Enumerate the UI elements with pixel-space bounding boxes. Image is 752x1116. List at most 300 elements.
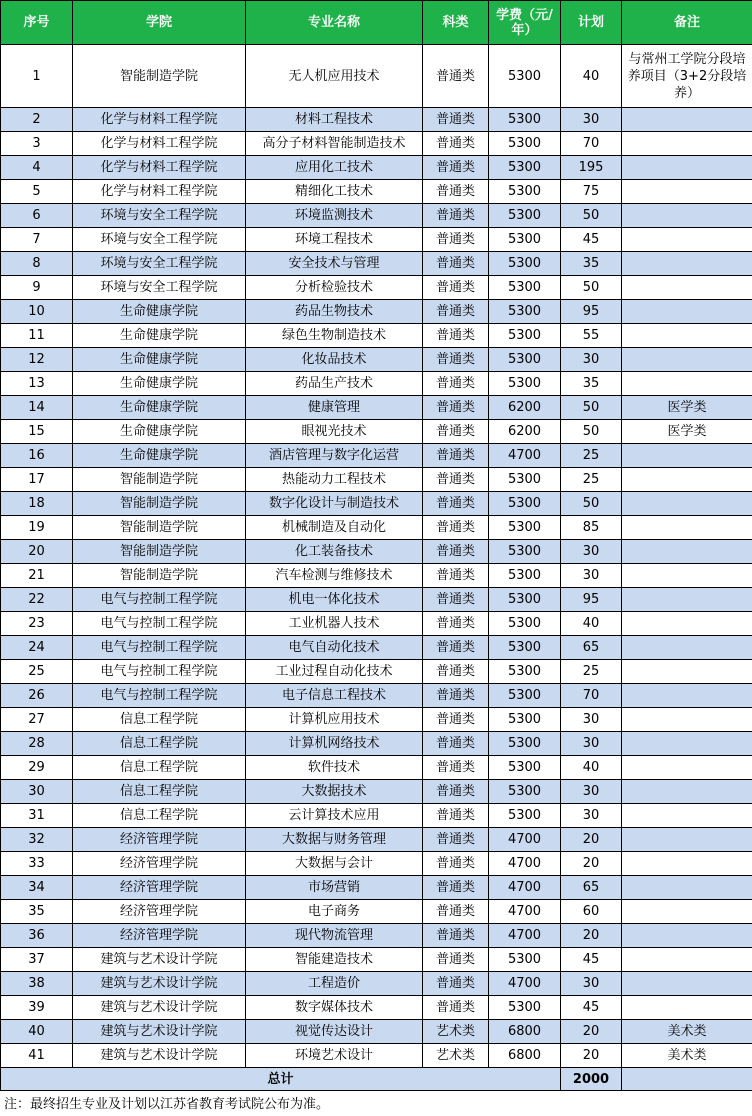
cell-category: 普通类 <box>423 924 489 948</box>
cell-plan: 30 <box>561 540 622 564</box>
cell-major: 机械制造及自动化 <box>246 516 423 540</box>
cell-fee: 5300 <box>489 132 561 156</box>
cell-remark: 美术类 <box>622 1020 752 1044</box>
cell-college: 电气与控制工程学院 <box>73 684 246 708</box>
cell-no: 41 <box>1 1044 73 1068</box>
cell-category: 普通类 <box>423 876 489 900</box>
cell-remark <box>622 972 752 996</box>
cell-plan: 25 <box>561 444 622 468</box>
table-row <box>1 660 752 684</box>
cell-remark: 美术类 <box>622 1044 752 1068</box>
cell-category: 普通类 <box>423 828 489 852</box>
cell-no: 3 <box>1 132 73 156</box>
table-row <box>1 972 752 996</box>
cell-major: 无人机应用技术 <box>246 45 423 108</box>
table-row <box>1 804 752 828</box>
table-row <box>1 252 752 276</box>
cell-college: 智能制造学院 <box>73 540 246 564</box>
cell-college: 经济管理学院 <box>73 924 246 948</box>
table-body <box>1 45 752 1068</box>
cell-category: 普通类 <box>423 228 489 252</box>
cell-major: 工程造价 <box>246 972 423 996</box>
cell-college: 化学与材料工程学院 <box>73 132 246 156</box>
cell-college: 智能制造学院 <box>73 45 246 108</box>
cell-remark <box>622 132 752 156</box>
cell-remark <box>622 996 752 1020</box>
cell-major: 市场营销 <box>246 876 423 900</box>
cell-plan: 35 <box>561 372 622 396</box>
table-row <box>1 372 752 396</box>
cell-plan: 50 <box>561 420 622 444</box>
cell-plan: 50 <box>561 492 622 516</box>
cell-no: 22 <box>1 588 73 612</box>
cell-plan: 40 <box>561 45 622 108</box>
cell-fee: 5300 <box>489 276 561 300</box>
cell-plan: 30 <box>561 732 622 756</box>
cell-category: 普通类 <box>423 516 489 540</box>
cell-college: 建筑与艺术设计学院 <box>73 1020 246 1044</box>
cell-no: 28 <box>1 732 73 756</box>
cell-category: 普通类 <box>423 804 489 828</box>
cell-no: 27 <box>1 708 73 732</box>
cell-major: 绿色生物制造技术 <box>246 324 423 348</box>
cell-college: 生命健康学院 <box>73 300 246 324</box>
footnote: 注：最终招生专业及计划以江苏省教育考试院公布为准。 <box>4 1097 330 1112</box>
cell-plan: 95 <box>561 300 622 324</box>
cell-fee: 6800 <box>489 1020 561 1044</box>
cell-category: 普通类 <box>423 372 489 396</box>
total-plan: 2000 <box>561 1068 622 1091</box>
cell-fee: 5300 <box>489 348 561 372</box>
cell-remark <box>622 492 752 516</box>
table-row <box>1 468 752 492</box>
cell-college: 经济管理学院 <box>73 828 246 852</box>
cell-no: 5 <box>1 180 73 204</box>
cell-category: 普通类 <box>423 564 489 588</box>
cell-no: 20 <box>1 540 73 564</box>
cell-plan: 20 <box>561 828 622 852</box>
cell-plan: 35 <box>561 252 622 276</box>
cell-college: 信息工程学院 <box>73 708 246 732</box>
cell-remark <box>622 108 752 132</box>
cell-remark <box>622 348 752 372</box>
cell-remark <box>622 924 752 948</box>
table-row <box>1 228 752 252</box>
cell-category: 普通类 <box>423 540 489 564</box>
cell-college: 经济管理学院 <box>73 876 246 900</box>
cell-fee: 5300 <box>489 636 561 660</box>
cell-major: 化工装备技术 <box>246 540 423 564</box>
cell-major: 环境艺术设计 <box>246 1044 423 1068</box>
cell-plan: 50 <box>561 204 622 228</box>
cell-category: 普通类 <box>423 636 489 660</box>
cell-remark <box>622 900 752 924</box>
table-row <box>1 780 752 804</box>
cell-remark <box>622 756 752 780</box>
cell-category: 普通类 <box>423 948 489 972</box>
cell-no: 24 <box>1 636 73 660</box>
cell-college: 环境与安全工程学院 <box>73 276 246 300</box>
table-row <box>1 924 752 948</box>
cell-college: 生命健康学院 <box>73 324 246 348</box>
cell-remark: 医学类 <box>622 396 752 420</box>
cell-no: 19 <box>1 516 73 540</box>
cell-remark <box>622 828 752 852</box>
cell-major: 药品生产技术 <box>246 372 423 396</box>
cell-remark: 与常州工学院分段培养项目（3+2分段培养） <box>622 45 752 108</box>
cell-category: 普通类 <box>423 132 489 156</box>
cell-no: 4 <box>1 156 73 180</box>
cell-fee: 6200 <box>489 396 561 420</box>
cell-college: 智能制造学院 <box>73 516 246 540</box>
table-row <box>1 444 752 468</box>
cell-remark <box>622 180 752 204</box>
cell-remark <box>622 276 752 300</box>
cell-fee: 4700 <box>489 876 561 900</box>
cell-fee: 4700 <box>489 924 561 948</box>
table-row <box>1 276 752 300</box>
cell-category: 普通类 <box>423 252 489 276</box>
header-no: 序号 <box>1 1 73 45</box>
cell-fee: 4700 <box>489 444 561 468</box>
table-row <box>1 156 752 180</box>
cell-fee: 5300 <box>489 228 561 252</box>
cell-fee: 5300 <box>489 564 561 588</box>
cell-plan: 25 <box>561 660 622 684</box>
cell-college: 信息工程学院 <box>73 804 246 828</box>
table-row <box>1 852 752 876</box>
cell-no: 9 <box>1 276 73 300</box>
cell-fee: 6800 <box>489 1044 561 1068</box>
cell-fee: 5300 <box>489 660 561 684</box>
cell-plan: 195 <box>561 156 622 180</box>
cell-remark <box>622 852 752 876</box>
cell-category: 普通类 <box>423 180 489 204</box>
cell-major: 计算机应用技术 <box>246 708 423 732</box>
cell-fee: 5300 <box>489 300 561 324</box>
cell-no: 34 <box>1 876 73 900</box>
cell-category: 艺术类 <box>423 1020 489 1044</box>
cell-category: 普通类 <box>423 204 489 228</box>
cell-remark <box>622 660 752 684</box>
cell-plan: 85 <box>561 516 622 540</box>
cell-category: 普通类 <box>423 684 489 708</box>
cell-remark <box>622 732 752 756</box>
header-category: 科类 <box>423 1 489 45</box>
cell-category: 普通类 <box>423 972 489 996</box>
cell-no: 39 <box>1 996 73 1020</box>
table-row <box>1 108 752 132</box>
cell-remark <box>622 156 752 180</box>
cell-remark <box>622 540 752 564</box>
cell-fee: 4700 <box>489 900 561 924</box>
cell-college: 建筑与艺术设计学院 <box>73 948 246 972</box>
cell-plan: 30 <box>561 108 622 132</box>
cell-category: 普通类 <box>423 396 489 420</box>
cell-remark <box>622 684 752 708</box>
cell-no: 6 <box>1 204 73 228</box>
cell-college: 信息工程学院 <box>73 780 246 804</box>
table-row <box>1 324 752 348</box>
cell-fee: 5300 <box>489 180 561 204</box>
cell-major: 健康管理 <box>246 396 423 420</box>
cell-fee: 5300 <box>489 45 561 108</box>
cell-major: 安全技术与管理 <box>246 252 423 276</box>
cell-plan: 75 <box>561 180 622 204</box>
cell-college: 环境与安全工程学院 <box>73 252 246 276</box>
cell-major: 计算机网络技术 <box>246 732 423 756</box>
cell-college: 生命健康学院 <box>73 396 246 420</box>
table-row <box>1 396 752 420</box>
cell-plan: 95 <box>561 588 622 612</box>
table-row <box>1 948 752 972</box>
cell-plan: 50 <box>561 276 622 300</box>
cell-no: 21 <box>1 564 73 588</box>
table-row <box>1 1044 752 1068</box>
cell-plan: 55 <box>561 324 622 348</box>
cell-no: 23 <box>1 612 73 636</box>
cell-no: 10 <box>1 300 73 324</box>
cell-category: 普通类 <box>423 300 489 324</box>
cell-fee: 5300 <box>489 684 561 708</box>
cell-remark <box>622 804 752 828</box>
cell-category: 普通类 <box>423 660 489 684</box>
table-row <box>1 828 752 852</box>
cell-no: 32 <box>1 828 73 852</box>
cell-no: 2 <box>1 108 73 132</box>
cell-fee: 5300 <box>489 804 561 828</box>
cell-college: 电气与控制工程学院 <box>73 612 246 636</box>
cell-major: 软件技术 <box>246 756 423 780</box>
cell-remark <box>622 204 752 228</box>
cell-college: 环境与安全工程学院 <box>73 228 246 252</box>
cell-college: 信息工程学院 <box>73 756 246 780</box>
total-label: 总计 <box>1 1068 561 1091</box>
cell-no: 36 <box>1 924 73 948</box>
cell-category: 普通类 <box>423 444 489 468</box>
header-fee: 学费（元/年） <box>489 1 561 45</box>
cell-major: 大数据技术 <box>246 780 423 804</box>
cell-remark <box>622 228 752 252</box>
cell-plan: 70 <box>561 684 622 708</box>
cell-category: 普通类 <box>423 756 489 780</box>
cell-college: 信息工程学院 <box>73 732 246 756</box>
table-row <box>1 732 752 756</box>
cell-major: 机电一体化技术 <box>246 588 423 612</box>
cell-major: 数字媒体技术 <box>246 996 423 1020</box>
cell-fee: 4700 <box>489 852 561 876</box>
cell-college: 智能制造学院 <box>73 564 246 588</box>
cell-remark <box>622 444 752 468</box>
cell-major: 电气自动化技术 <box>246 636 423 660</box>
cell-fee: 5300 <box>489 756 561 780</box>
cell-plan: 45 <box>561 228 622 252</box>
cell-remark: 医学类 <box>622 420 752 444</box>
cell-major: 电子信息工程技术 <box>246 684 423 708</box>
cell-no: 11 <box>1 324 73 348</box>
cell-major: 工业机器人技术 <box>246 612 423 636</box>
table-row <box>1 588 752 612</box>
cell-plan: 60 <box>561 900 622 924</box>
cell-college: 建筑与艺术设计学院 <box>73 972 246 996</box>
cell-major: 汽车检测与维修技术 <box>246 564 423 588</box>
cell-remark <box>622 300 752 324</box>
cell-remark <box>622 372 752 396</box>
cell-no: 33 <box>1 852 73 876</box>
cell-college: 建筑与艺术设计学院 <box>73 996 246 1020</box>
header-plan: 计划 <box>561 1 622 45</box>
cell-category: 普通类 <box>423 324 489 348</box>
cell-remark <box>622 252 752 276</box>
table-row <box>1 684 752 708</box>
cell-major: 分析检验技术 <box>246 276 423 300</box>
cell-category: 普通类 <box>423 612 489 636</box>
cell-category: 普通类 <box>423 348 489 372</box>
cell-major: 数字化设计与制造技术 <box>246 492 423 516</box>
cell-college: 电气与控制工程学院 <box>73 588 246 612</box>
cell-no: 30 <box>1 780 73 804</box>
cell-college: 化学与材料工程学院 <box>73 180 246 204</box>
cell-college: 电气与控制工程学院 <box>73 636 246 660</box>
cell-plan: 25 <box>561 468 622 492</box>
cell-college: 化学与材料工程学院 <box>73 108 246 132</box>
cell-plan: 65 <box>561 876 622 900</box>
cell-plan: 65 <box>561 636 622 660</box>
cell-plan: 50 <box>561 396 622 420</box>
cell-plan: 45 <box>561 996 622 1020</box>
cell-no: 18 <box>1 492 73 516</box>
cell-remark <box>622 780 752 804</box>
cell-category: 普通类 <box>423 276 489 300</box>
cell-no: 40 <box>1 1020 73 1044</box>
table-row <box>1 204 752 228</box>
cell-category: 普通类 <box>423 900 489 924</box>
table-row <box>1 636 752 660</box>
cell-plan: 30 <box>561 972 622 996</box>
cell-fee: 5300 <box>489 372 561 396</box>
cell-fee: 5300 <box>489 324 561 348</box>
total-row <box>1 1068 752 1091</box>
total-remark <box>622 1068 752 1091</box>
cell-no: 25 <box>1 660 73 684</box>
cell-major: 材料工程技术 <box>246 108 423 132</box>
cell-college: 生命健康学院 <box>73 420 246 444</box>
cell-no: 29 <box>1 756 73 780</box>
cell-major: 视觉传达设计 <box>246 1020 423 1044</box>
cell-category: 艺术类 <box>423 1044 489 1068</box>
cell-college: 经济管理学院 <box>73 900 246 924</box>
cell-plan: 45 <box>561 948 622 972</box>
cell-major: 高分子材料智能制造技术 <box>246 132 423 156</box>
cell-major: 药品生物技术 <box>246 300 423 324</box>
cell-no: 17 <box>1 468 73 492</box>
cell-category: 普通类 <box>423 156 489 180</box>
table-row <box>1 876 752 900</box>
cell-category: 普通类 <box>423 45 489 108</box>
cell-college: 化学与材料工程学院 <box>73 156 246 180</box>
cell-college: 建筑与艺术设计学院 <box>73 1044 246 1068</box>
table-row <box>1 492 752 516</box>
cell-fee: 5300 <box>489 492 561 516</box>
cell-no: 8 <box>1 252 73 276</box>
cell-no: 7 <box>1 228 73 252</box>
cell-no: 35 <box>1 900 73 924</box>
cell-fee: 5300 <box>489 108 561 132</box>
table-row <box>1 420 752 444</box>
cell-no: 26 <box>1 684 73 708</box>
table-row <box>1 708 752 732</box>
cell-remark <box>622 612 752 636</box>
cell-major: 精细化工技术 <box>246 180 423 204</box>
cell-major: 大数据与会计 <box>246 852 423 876</box>
cell-major: 现代物流管理 <box>246 924 423 948</box>
cell-major: 热能动力工程技术 <box>246 468 423 492</box>
cell-fee: 5300 <box>489 996 561 1020</box>
cell-college: 生命健康学院 <box>73 372 246 396</box>
cell-remark <box>622 588 752 612</box>
header-major: 专业名称 <box>246 1 423 45</box>
cell-fee: 5300 <box>489 516 561 540</box>
cell-fee: 5300 <box>489 708 561 732</box>
table-row <box>1 348 752 372</box>
cell-remark <box>622 516 752 540</box>
cell-major: 云计算技术应用 <box>246 804 423 828</box>
cell-category: 普通类 <box>423 852 489 876</box>
cell-major: 环境监测技术 <box>246 204 423 228</box>
cell-plan: 30 <box>561 564 622 588</box>
cell-plan: 20 <box>561 924 622 948</box>
cell-remark <box>622 876 752 900</box>
cell-remark <box>622 636 752 660</box>
cell-plan: 30 <box>561 804 622 828</box>
cell-fee: 5300 <box>489 252 561 276</box>
cell-category: 普通类 <box>423 780 489 804</box>
cell-plan: 30 <box>561 348 622 372</box>
cell-major: 工业过程自动化技术 <box>246 660 423 684</box>
cell-plan: 20 <box>561 1044 622 1068</box>
cell-major: 智能建造技术 <box>246 948 423 972</box>
cell-college: 智能制造学院 <box>73 492 246 516</box>
table-row <box>1 612 752 636</box>
cell-plan: 40 <box>561 612 622 636</box>
cell-no: 12 <box>1 348 73 372</box>
cell-plan: 30 <box>561 780 622 804</box>
cell-major: 大数据与财务管理 <box>246 828 423 852</box>
cell-major: 酒店管理与数字化运营 <box>246 444 423 468</box>
cell-plan: 20 <box>561 1020 622 1044</box>
cell-college: 电气与控制工程学院 <box>73 660 246 684</box>
table-row <box>1 996 752 1020</box>
cell-plan: 70 <box>561 132 622 156</box>
cell-fee: 5300 <box>489 948 561 972</box>
header-row <box>1 1 752 45</box>
cell-fee: 5300 <box>489 780 561 804</box>
cell-fee: 4700 <box>489 828 561 852</box>
cell-fee: 5300 <box>489 540 561 564</box>
cell-category: 普通类 <box>423 108 489 132</box>
cell-no: 14 <box>1 396 73 420</box>
cell-remark <box>622 468 752 492</box>
cell-college: 智能制造学院 <box>73 468 246 492</box>
table-row <box>1 300 752 324</box>
cell-remark <box>622 708 752 732</box>
cell-college: 生命健康学院 <box>73 444 246 468</box>
cell-no: 13 <box>1 372 73 396</box>
cell-fee: 5300 <box>489 204 561 228</box>
cell-no: 1 <box>1 45 73 108</box>
header-remark: 备注 <box>622 1 752 45</box>
cell-category: 普通类 <box>423 708 489 732</box>
